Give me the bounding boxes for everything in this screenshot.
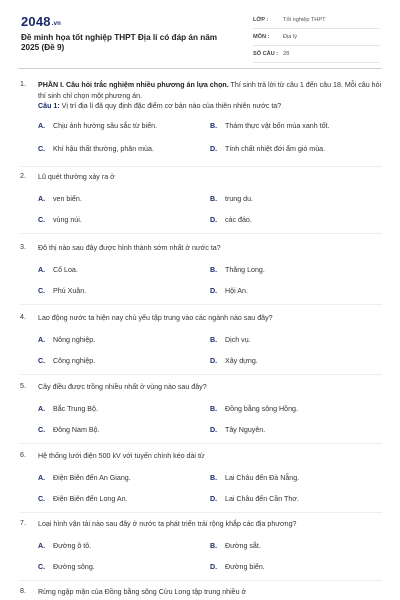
question-prompt: Lao động nước ta hiện nay chủ yếu tập trung vào các ngành nào sau đây?: [38, 314, 273, 322]
option-a[interactable]: A. Bắc Trung Bộ.: [38, 404, 98, 413]
meta-row-class: [253, 12, 380, 29]
question-7: [20, 519, 382, 571]
question-prompt: Đô thị nào sau đây được hình thành sớm nhất ở nước ta?: [38, 244, 221, 252]
option-a[interactable]: A. Nông nghiệp.: [38, 335, 96, 344]
question-1: [20, 80, 382, 153]
question-number: 4.: [20, 313, 26, 321]
site-logo[interactable]: 2048.vn: [21, 14, 62, 29]
meta-value: 28: [283, 51, 290, 57]
option-d[interactable]: D. Tính chất nhiệt đới ẩm gió mùa.: [210, 144, 326, 153]
option-a[interactable]: A. Điện Biên đến An Giang.: [38, 473, 131, 482]
question-3: [20, 243, 382, 295]
question-number: 7.: [20, 519, 26, 527]
option-c[interactable]: C. Đường sông.: [38, 562, 95, 571]
question-6: [20, 451, 382, 503]
option-b[interactable]: B. Lai Châu đến Đà Nẵng.: [210, 473, 300, 482]
question-divider: [20, 512, 382, 513]
question-5: [20, 382, 382, 434]
question-text: [38, 80, 382, 112]
option-a[interactable]: A. Đường ô tô.: [38, 541, 92, 550]
question-divider: [20, 443, 382, 444]
question-prompt: Cây điều được trồng nhiều nhất ở vùng nào sau đây?: [38, 383, 207, 391]
question-divider: [20, 166, 382, 167]
question-number: 8.: [20, 587, 26, 595]
exam-meta: [253, 12, 380, 63]
meta-label: MÔN :: [253, 34, 270, 40]
question-prompt: Loại hình vận tải nào sau đây ở nước ta phát triển trải rộng khắp các địa phương?: [38, 520, 297, 528]
question-divider: [20, 233, 382, 234]
option-b[interactable]: B. Thảm thực vật bốn mùa xanh tốt.: [210, 121, 330, 130]
option-d[interactable]: D. các đảo.: [210, 215, 252, 224]
question-prompt: Vị trí địa lí đã quy định đặc điểm cơ bản nào của thiên nhiên nước ta?: [61, 102, 282, 110]
question-divider: [20, 374, 382, 375]
question-number: 1.: [20, 80, 26, 88]
question-prompt: Lũ quét thường xảy ra ở: [38, 173, 115, 181]
option-c[interactable]: C. Điện Biên đến Long An.: [38, 494, 128, 503]
option-c[interactable]: C. Công nghiệp.: [38, 356, 96, 365]
option-a[interactable]: A. Cổ Loa.: [38, 265, 78, 274]
question-number: 2.: [20, 172, 26, 180]
option-d[interactable]: D. Hội An.: [210, 286, 248, 295]
question-8: [20, 587, 382, 598]
question-divider: [20, 304, 382, 305]
question-number: 5.: [20, 382, 26, 390]
header-divider: [18, 68, 382, 69]
meta-label: SỐ CÂU :: [253, 51, 279, 57]
meta-value: Tốt nghiệp THPT: [283, 17, 326, 23]
question-label: Câu 1:: [38, 102, 60, 110]
option-a[interactable]: A. ven biển.: [38, 194, 82, 203]
option-d[interactable]: D. Xây dựng.: [210, 356, 258, 365]
meta-row-count: [253, 46, 380, 63]
option-c[interactable]: C. Phú Xuân.: [38, 286, 87, 295]
question-number: 6.: [20, 451, 26, 459]
question-2: [20, 172, 382, 224]
option-a[interactable]: A. Chịu ảnh hưởng sâu sắc từ biển.: [38, 121, 158, 130]
option-b[interactable]: B. Thăng Long.: [210, 265, 265, 274]
option-c[interactable]: C. vùng núi.: [38, 215, 82, 224]
option-d[interactable]: D. Lai Châu đến Cần Thơ.: [210, 494, 299, 503]
option-c[interactable]: C. Khí hậu thất thường, phân mùa.: [38, 144, 154, 153]
page-header: [0, 0, 400, 66]
meta-row-subject: [253, 29, 380, 46]
question-4: [20, 313, 382, 365]
option-c[interactable]: C. Đông Nam Bộ.: [38, 425, 100, 434]
question-prompt: Hệ thống lưới điện 500 kV với tuyến chính kéo dài từ: [38, 452, 205, 460]
question-divider: [20, 580, 382, 581]
meta-label: LỚP :: [253, 17, 269, 23]
option-d[interactable]: D. Tây Nguyên.: [210, 425, 266, 434]
option-b[interactable]: B. Đường sắt.: [210, 541, 261, 550]
part-heading: PHẦN I. Câu hỏi trắc nghiệm nhiều phương án lựa chọn.: [38, 81, 229, 89]
option-b[interactable]: B. trung du.: [210, 194, 254, 203]
meta-value: Địa lý: [283, 34, 297, 40]
option-b[interactable]: B. Dịch vụ.: [210, 335, 251, 344]
part-instructions: Thí sinh trả lời từ câu 1 đến câu 18. Mỗi câu hỏi thí sinh chỉ chọn một phương án.: [38, 81, 382, 100]
option-d[interactable]: D. Đường biển.: [210, 562, 265, 571]
document-title: Đề minh họa tốt nghiệp THPT Địa lí có đáp án năm 2025 (Đề 9): [21, 33, 218, 52]
option-b[interactable]: B. Đồng bằng sông Hồng.: [210, 404, 298, 413]
question-number: 3.: [20, 243, 26, 251]
question-prompt: Rừng ngập mặn của Đồng bằng sông Cửu Long tập trung nhiều ở: [38, 588, 247, 596]
